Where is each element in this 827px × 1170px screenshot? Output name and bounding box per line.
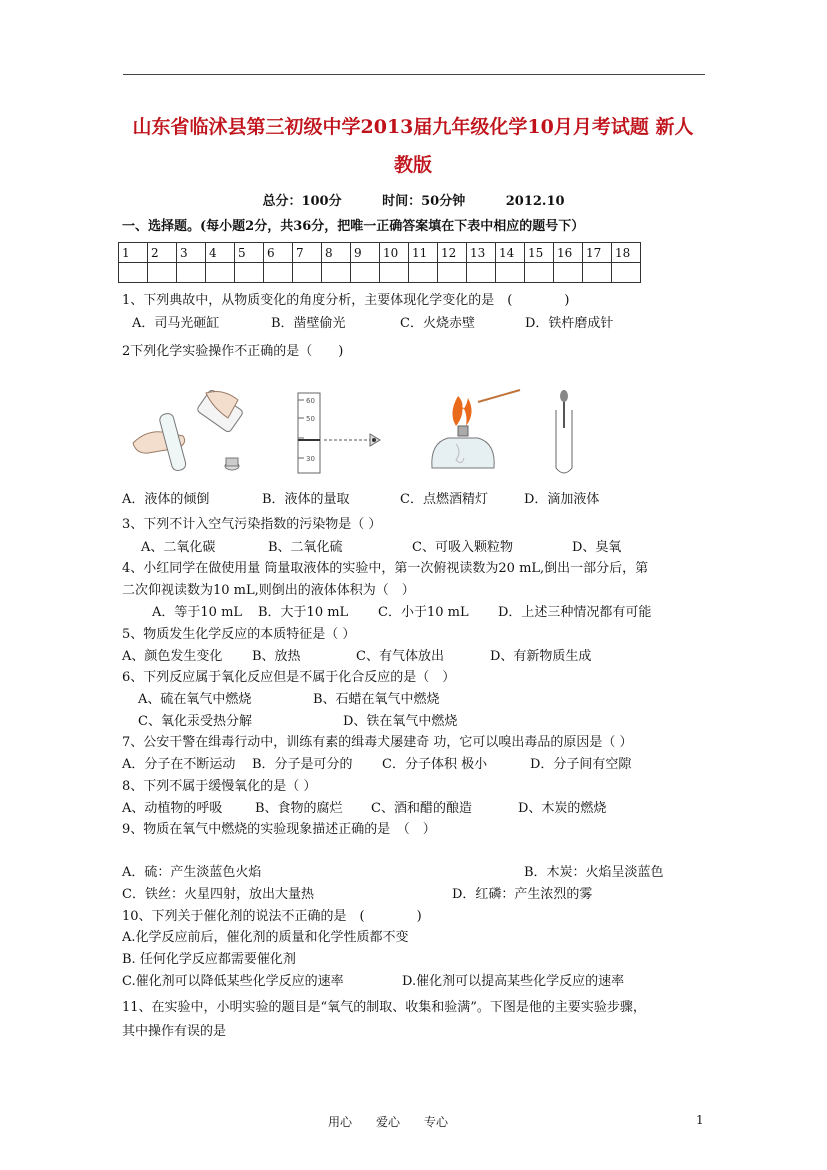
answer-blank-cell	[206, 263, 235, 283]
question-7-stem: 7、公安干警在缉毒行动中，训练有素的缉毒犬屡建奇 功，它可以嗅出毒品的原因是（ ）	[122, 735, 633, 750]
answer-blank-cell	[409, 263, 438, 283]
answer-blank-cell	[525, 263, 554, 283]
dropper-test-tube-image	[540, 388, 600, 478]
question-7-option-d: D．分子间有空隙	[530, 757, 632, 772]
question-4-option-a: A．等于10 mL	[152, 605, 243, 620]
answer-number-cell: 17	[583, 243, 612, 263]
question-8-option-b: B、食物的腐烂	[255, 801, 343, 816]
question-2-stem: 2下列化学实验操作不正确的是（ )	[122, 344, 344, 359]
question-11-stem: 11、在实验中，小明实验的题目是“氧气的制取、收集和验满”。下图是他的主要实验步骤，	[122, 1000, 646, 1015]
question-6-option-d: D、铁在氧气中燃烧	[343, 714, 458, 729]
question-3-option-d: D、臭氧	[572, 540, 622, 555]
question-9-option-b: B．木炭：火焰呈淡蓝色	[524, 865, 664, 880]
pouring-liquid-image	[128, 388, 248, 478]
answer-blank-cell	[177, 263, 206, 283]
answer-table-blank-row	[119, 263, 641, 283]
answer-number-cell: 1	[119, 243, 148, 263]
question-5-stem: 5、物质发生化学反应的本质特征是（ ）	[122, 627, 356, 642]
question-3-stem: 3、下列不计入空气污染指数的污染物是（ ）	[122, 517, 382, 532]
question-8-stem: 8、下列不属于缓慢氧化的是（ ）	[122, 779, 317, 794]
question-9-option-c: C．铁丝：火星四射，放出大量热	[122, 887, 314, 902]
exam-title-line2: 教版	[393, 154, 432, 176]
exam-title-line1: 山东省临沭县第三初级中学2013届九年级化学10月月考试题 新人	[132, 116, 694, 138]
question-6-option-c: C、氧化汞受热分解	[138, 714, 252, 729]
question-9-stem: 9、物质在氧气中燃烧的实验现象描述正确的是 （ ）	[122, 822, 436, 837]
question-2-option-c: C．点燃酒精灯	[400, 492, 488, 507]
question-6-option-b: B、石蜡在氧气中燃烧	[313, 692, 440, 707]
answer-number-cell: 7	[293, 243, 322, 263]
question-8-option-c: C、酒和醋的酿造	[371, 801, 472, 816]
answer-blank-cell	[235, 263, 264, 283]
question-2-option-b: B．液体的量取	[262, 492, 350, 507]
question-5-option-c: C、有气体放出	[356, 649, 444, 664]
answer-number-cell: 6	[264, 243, 293, 263]
answer-number-cell: 11	[409, 243, 438, 263]
question-4-stem-cont: 二次仰视读数为10 mL,则倒出的液体体积为（ ）	[122, 583, 415, 598]
question-1-option-b: B．凿壁偷光	[271, 316, 346, 331]
total-score: 总分：100分	[262, 194, 342, 209]
answer-number-cell: 9	[351, 243, 380, 263]
question-11-stem-cont: 其中操作有误的是	[122, 1024, 227, 1039]
question-1-stem: 1、下列典故中，从物质变化的角度分析，主要体现化学变化的是 ( )	[122, 293, 570, 308]
question-1-option-d: D．铁杵磨成针	[525, 316, 614, 331]
answer-table-header	[119, 243, 641, 263]
answer-blank-cell	[467, 263, 496, 283]
answer-number-cell: 15	[525, 243, 554, 263]
svg-text:30: 30	[306, 455, 315, 463]
question-9-option-d: D．红磷：产生浓烈的雾	[452, 887, 593, 902]
answer-blank-cell	[583, 263, 612, 283]
answer-number-cell: 3	[177, 243, 206, 263]
question-10-option-b: B. 任何化学反应都需要催化剂	[122, 952, 296, 967]
question-9-option-a: A．硫：产生淡蓝色火焰	[122, 865, 262, 880]
answer-blank-cell	[554, 263, 583, 283]
question-7-option-b: B．分子是可分的	[252, 757, 353, 772]
question-5-option-a: A、颜色发生变化	[122, 649, 223, 664]
question-4-option-d: D．上述三种情况都有可能	[498, 605, 652, 620]
answer-number-cell: 13	[467, 243, 496, 263]
answer-blank-cell	[496, 263, 525, 283]
question-7-option-c: C．分子体积 极小	[382, 757, 488, 772]
question-8-option-d: D、木炭的燃烧	[518, 801, 607, 816]
answer-blank-cell	[612, 263, 641, 283]
answer-table	[118, 242, 641, 283]
answer-number-cell: 12	[438, 243, 467, 263]
answer-number-cell: 16	[554, 243, 583, 263]
question-1-option-c: C．火烧赤壁	[400, 316, 475, 331]
answer-blank-cell	[293, 263, 322, 283]
question-10-option-c: C.催化剂可以降低某些化学反应的速率	[122, 974, 344, 989]
exam-meta	[0, 190, 827, 209]
question-4-option-b: B．大于10 mL	[258, 605, 349, 620]
exam-time: 时间：50分钟	[382, 194, 466, 209]
answer-blank-cell	[438, 263, 467, 283]
answer-blank-cell	[264, 263, 293, 283]
question-1-option-a: A．司马光砸缸	[132, 316, 220, 331]
question-4-option-c: C．小于10 mL	[378, 605, 469, 620]
header-rule	[123, 74, 705, 75]
answer-number-cell: 4	[206, 243, 235, 263]
question-10-option-a: A.化学反应前后，催化剂的质量和化学性质都不变	[122, 930, 409, 945]
question-4-stem: 4、小红同学在做使用量 筒量取液体的实验中，第一次俯视读数为20 mL,倒出一部分后，第	[122, 561, 649, 576]
page-number: 1	[696, 1113, 704, 1127]
answer-blank-cell	[119, 263, 148, 283]
answer-number-cell: 8	[322, 243, 351, 263]
question-3-option-a: A、二氧化碳	[141, 540, 216, 555]
exam-date: 2012.10	[505, 194, 565, 209]
answer-blank-cell	[380, 263, 409, 283]
question-2-option-a: A．液体的倾倒	[122, 492, 210, 507]
answer-number-cell: 10	[380, 243, 409, 263]
answer-number-cell: 5	[235, 243, 264, 263]
question-6-option-a: A、硫在氧气中燃烧	[138, 692, 252, 707]
footer-motto: 用心 爱心 专心	[328, 1115, 449, 1129]
answer-blank-cell	[322, 263, 351, 283]
svg-text:60: 60	[306, 397, 315, 405]
question-5-option-b: B、放热	[252, 649, 301, 664]
answer-number-cell: 14	[496, 243, 525, 263]
question-10-stem: 10、下列关于催化剂的说法不正确的是 ( )	[122, 909, 422, 924]
question-6-stem: 6、下列反应属于氧化反应但是不属于化合反应的是（ ）	[122, 670, 456, 685]
answer-blank-cell	[351, 263, 380, 283]
question-3-option-b: B、二氧化硫	[268, 540, 343, 555]
question-5-option-d: D、有新物质生成	[490, 649, 592, 664]
section-heading: 一、选择题。(每小题2分，共36分，把唯一正确答案填在下表中相应的题号下）	[122, 219, 585, 234]
question-7-option-a: A．分子在不断运动	[122, 757, 236, 772]
question-8-option-a: A、动植物的呼吸	[122, 801, 223, 816]
question-10-option-d: D.催化剂可以提高某些化学反应的速率	[402, 974, 625, 989]
svg-text:50: 50	[306, 415, 315, 423]
question-3-option-c: C、可吸入颗粒物	[412, 540, 513, 555]
alcohol-lamp-image	[420, 388, 540, 478]
answer-number-cell: 2	[148, 243, 177, 263]
measuring-cylinder-image	[278, 388, 398, 478]
question-2-option-d: D．滴加液体	[524, 492, 600, 507]
answer-blank-cell	[148, 263, 177, 283]
answer-number-cell: 18	[612, 243, 641, 263]
